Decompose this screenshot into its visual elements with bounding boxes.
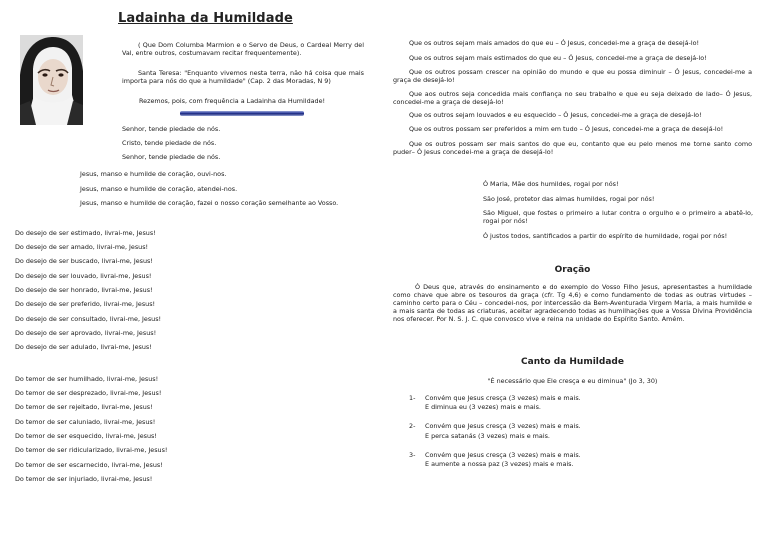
verse-line: E diminua eu (3 vezes) mais e mais. <box>425 403 541 411</box>
opening-line: Cristo, tende piedade de nós. <box>122 139 217 147</box>
opening-line: Senhor, tende piedade de nós. <box>122 153 221 161</box>
verse-line: E aumente a nossa paz (3 vezes) mais e mais. <box>425 460 574 468</box>
desejo-line: Do desejo de ser buscado, livrai-me, Jesus! <box>15 257 153 265</box>
invocacao-line: São Miguel, que fostes o primeiro a lutar contra o orgulho e o primeiro a abatê-lo, rogai por nós! <box>483 209 753 225</box>
oracao-text: Ó Deus que, através do ensinamento e do exemplo do Vosso Filho Jesus, apresentastes a humildade como chave que abre os tesouros da graça (cfr. Tg 4,6) e como fundamento de todas as outras virtudes – caminho certo para o Céu – concedei-nos, por intercessão da Bem-Aventurada Virgem Maria, a mais humilde e a mais santa de todas as criaturas, aceitar agradecendo todas as humilhações que a Vossa Divina Providência nos oferecer. Por N. S. J. C. que convosco vive e reina na unidade do Espírito Santo. Amém. <box>393 283 752 323</box>
verse-line: Convém que Jesus cresça (3 vezes) mais e mais. <box>425 451 581 459</box>
invocacao-line: São José, protetor das almas humildes, rogai por nós! <box>483 195 655 203</box>
outros-line: Que os outros possam crescer na opinião do mundo e que eu possa diminuir – Ó Jesus, concedei-me a graça de desejá-lo! <box>393 68 752 84</box>
temor-line: Do temor de ser humilhado, livrai-me, Jesus! <box>15 375 159 383</box>
temor-line: Do temor de ser caluniado, livrai-me, Jesus! <box>15 418 156 426</box>
opening-line: Senhor, tende piedade de nós. <box>122 125 221 133</box>
verse-number: 3- <box>409 451 416 459</box>
invocacao-line: Ó Maria, Mãe dos humildes, rogai por nós! <box>483 180 619 188</box>
jesus-line: Jesus, manso e humilde de coração, fazei o nosso coração semelhante ao Vosso. <box>80 199 339 207</box>
outros-line: Que os outros sejam mais estimados do que eu – Ó Jesus, concedei-me a graça de desejá-lo! <box>409 54 707 62</box>
santa-teresa-quote: Santa Teresa: "Enquanto vivemos nesta terra, não há coisa que mais importa para nós do que a humildade" (Cap. 2 das Moradas, N 9) <box>122 69 364 85</box>
verse-line: E perca satanás (3 vezes) mais e mais. <box>425 432 550 440</box>
temor-line: Do temor de ser ridicularizado, livrai-me, Jesus! <box>15 446 168 454</box>
invocacao-line: Ó justos todos, santificados a partir do espírito de humildade, rogai por nós! <box>483 232 728 240</box>
rezemos-line: Rezemos, pois, com frequência a Ladainha da Humildade! <box>139 97 326 105</box>
outros-line: Que os outros sejam louvados e eu esquecido – Ó Jesus, concedei-me a graça de desejá-lo! <box>409 111 702 119</box>
temor-line: Do temor de ser injuriado, livrai-me, Jesus! <box>15 475 153 483</box>
outros-line: Que aos outros seja concedida mais confiança no seu trabalho e que eu seja deixado de lado– Ó Jesus, concedei-me a graça de desejá-lo! <box>393 90 752 106</box>
desejo-line: Do desejo de ser louvado, livrai-me, Jesus! <box>15 272 152 280</box>
nun-portrait-icon <box>20 35 83 125</box>
desejo-line: Do desejo de ser preferido, livrai-me, Jesus! <box>15 300 156 308</box>
desejo-line: Do desejo de ser adulado, livrai-me, Jesus! <box>15 343 152 351</box>
desejo-line: Do desejo de ser estimado, livrai-me, Jesus! <box>15 229 156 237</box>
desejo-line: Do desejo de ser honrado, livrai-me, Jesus! <box>15 286 153 294</box>
oracao-heading: Oração <box>554 265 591 275</box>
temor-line: Do temor de ser escarnecido, livrai-me, Jesus! <box>15 461 163 469</box>
desejo-line: Do desejo de ser consultado, livrai-me, Jesus! <box>15 315 162 323</box>
outros-line: Que os outros possam ser preferidos a mim em tudo – Ó Jesus, concedei-me a graça de desejá-lo! <box>409 125 724 133</box>
decorative-divider <box>180 111 304 116</box>
temor-line: Do temor de ser desprezado, livrai-me, Jesus! <box>15 389 162 397</box>
portrait-image <box>20 35 83 125</box>
verse-line: Convém que Jesus cresça (3 vezes) mais e mais. <box>425 394 581 402</box>
verse-line: Convém que Jesus cresça (3 vezes) mais e mais. <box>425 422 581 430</box>
temor-line: Do temor de ser rejeitado, livrai-me, Jesus! <box>15 403 153 411</box>
canto-heading: Canto da Humildade <box>521 357 624 367</box>
jesus-line: Jesus, manso e humilde de coração, ouvi-nos. <box>80 170 227 178</box>
verse-number: 1- <box>409 394 416 402</box>
desejo-line: Do desejo de ser amado, livrai-me, Jesus! <box>15 243 149 251</box>
jesus-line: Jesus, manso e humilde de coração, atendei-nos. <box>80 185 238 193</box>
outros-line: Que os outros possam ser mais santos do que eu, contanto que eu pelo menos me torne santo como puder– Ó Jesus concedei-me a graça de desejá-lo! <box>393 140 752 156</box>
desejo-line: Do desejo de ser aprovado, livrai-me, Jesus! <box>15 329 157 337</box>
page-title: Ladainha da Humildade <box>118 11 293 26</box>
canto-epigraph: "É necessário que Ele cresça e eu diminua" (Jo 3, 30) <box>487 377 658 385</box>
verse-number: 2- <box>409 422 416 430</box>
outros-line: Que os outros sejam mais amados do que eu – Ó Jesus, concedei-me a graça de desejá-lo! <box>409 39 700 47</box>
intro-note: ( Que Dom Columba Marmion e o Servo de Deus, o Cardeal Merry del Val, entre outros, costumavam recitar frequentemente). <box>122 41 364 57</box>
temor-line: Do temor de ser esquecido, livrai-me, Jesus! <box>15 432 157 440</box>
